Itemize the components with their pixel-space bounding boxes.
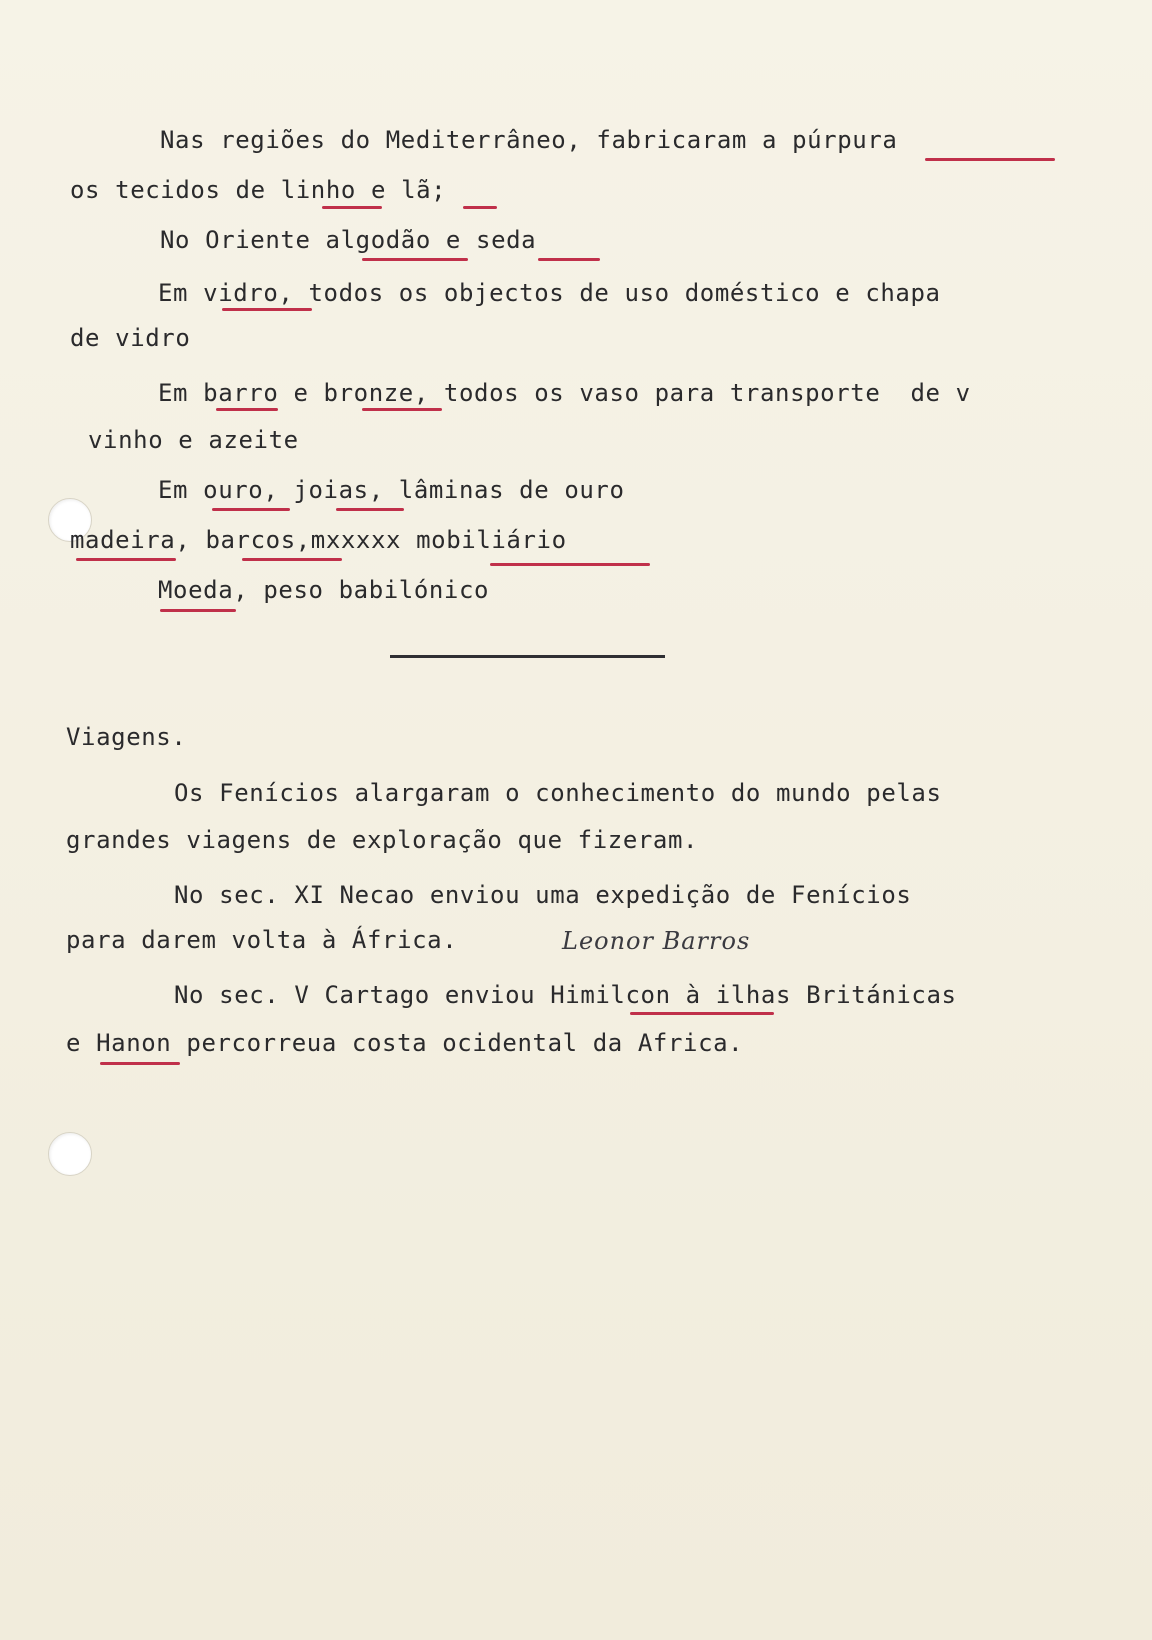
- red-underline: [490, 563, 650, 566]
- text-line: os tecidos de linho e lã;: [70, 176, 447, 204]
- text-line: No sec. V Cartago enviou Himilcon à ilhas Británicas: [174, 981, 957, 1009]
- text-line: e Hanon percorreua costa ocidental da Africa.: [66, 1029, 744, 1057]
- red-underline: [242, 558, 342, 561]
- red-underline: [362, 258, 468, 261]
- red-underline: [538, 258, 600, 261]
- text-line: Moeda, peso babilónico: [158, 576, 490, 604]
- red-underline: [222, 308, 312, 311]
- text-line: Nas regiões do Mediterrâneo, fabricaram a púrpura: [160, 126, 898, 154]
- section-divider: [390, 655, 665, 658]
- text-line: vinho e azeite: [88, 426, 299, 454]
- red-underline: [630, 1012, 774, 1015]
- text-line: Em ouro, joias, lâminas de ouro: [158, 476, 625, 504]
- punch-hole-bottom: [48, 1132, 92, 1176]
- red-underline: [212, 508, 290, 511]
- text-line: Os Fenícios alargaram o conhecimento do mundo pelas: [174, 779, 942, 807]
- text-line: grandes viagens de exploração que fizeram.: [66, 826, 699, 854]
- red-underline: [925, 158, 1055, 161]
- text-line: No sec. XI Necao enviou uma expedição de Fenícios: [174, 881, 912, 909]
- section-heading: Viagens.: [66, 723, 187, 751]
- text-line: para darem volta à África.: [66, 926, 458, 954]
- handwritten-signature: Leonor Barros: [562, 927, 751, 955]
- red-underline: [322, 206, 382, 209]
- red-underline: [336, 508, 404, 511]
- red-underline: [463, 206, 497, 209]
- text-line: Em barro e bronze, todos os vaso para transporte de v: [158, 379, 971, 407]
- red-underline: [100, 1062, 180, 1065]
- red-underline: [76, 558, 176, 561]
- red-underline: [160, 609, 236, 612]
- red-underline: [216, 408, 278, 411]
- text-line: Em vidro, todos os objectos de uso doméstico e chapa: [158, 279, 941, 307]
- text-line: de vidro: [70, 324, 191, 352]
- text-line: No Oriente algodão e seda: [160, 226, 537, 254]
- red-underline: [362, 408, 442, 411]
- text-line: madeira, barcos,mxxxxx mobiliário: [70, 526, 567, 554]
